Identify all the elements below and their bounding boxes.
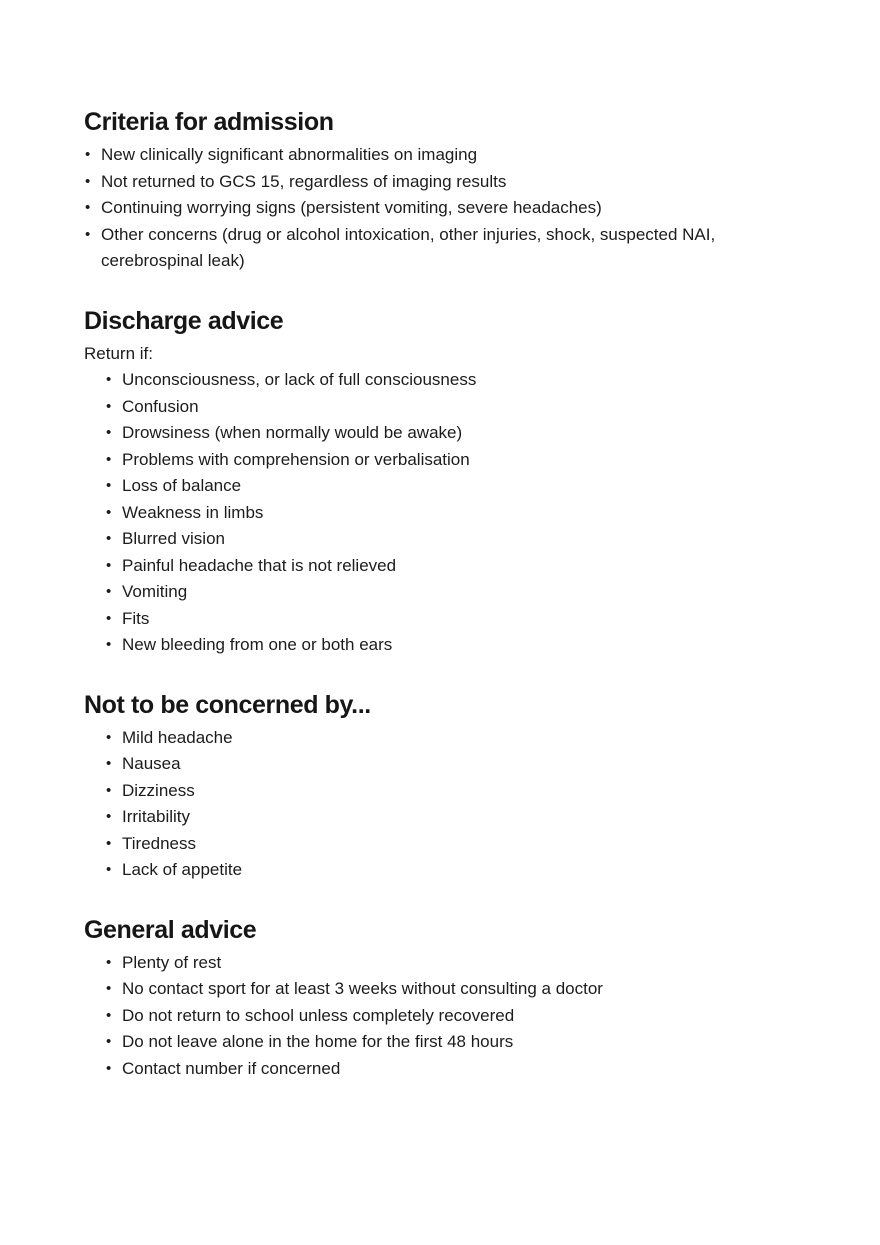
list-item-text: Not returned to GCS 15, regardless of imaging results [101,171,507,191]
list-item-text: Continuing worrying signs (persistent vomiting, severe headaches) [101,198,602,217]
list-item [105,804,749,831]
bullet-icon: • [106,503,112,521]
list-item [105,447,749,474]
document-section [84,108,749,275]
section-heading: General advice [84,915,257,944]
list-item [84,142,749,169]
bullet-icon: • [106,397,112,415]
section-intro: Return if: [84,343,153,363]
bullet-icon: • [106,530,112,547]
list-item-text: Confusion [122,396,199,416]
list-item-text: Nausea [122,754,181,773]
section-heading: Criteria for admission [84,108,334,136]
list-item-text: Other concerns (drug or alcohol intoxication, other injuries, shock, suspected NAI, cerebrospinal leak) [101,224,716,270]
list-item [105,553,749,580]
bullet-icon: • [85,146,91,163]
list-item-text: Irritability [122,807,191,826]
list-item-text: Plenty of rest [122,952,222,972]
document-section [84,307,749,659]
list-item [105,950,749,977]
list-item-text: No contact sport for at least 3 weeks without consulting a doctor [122,979,603,998]
list-item-text: Loss of balance [122,476,242,495]
list-item-text: Problems with comprehension or verbalisation [122,449,470,469]
bullet-icon: • [85,199,91,216]
bullet-icon: • [106,609,112,627]
list-item-text: Painful headache that is not relieved [122,555,397,575]
bullet-list [84,950,749,1083]
list-item-text: Weakness in limbs [122,502,264,522]
bullet-icon: • [106,953,112,971]
list-item-text: Vomiting [122,582,188,601]
bullet-icon: • [106,834,112,852]
bullet-icon: • [106,755,112,772]
list-item-text: New bleeding from one or both ears [122,635,393,654]
list-item-text: Do not leave alone in the home for the first 48 hours [122,1032,514,1051]
bullet-icon: • [106,980,112,997]
bullet-list [84,367,749,659]
list-item [84,222,749,275]
list-item [105,725,749,752]
document-section [84,916,749,1083]
list-item-text: Drowsiness (when normally would be awake) [122,423,463,442]
list-item [105,1056,749,1083]
bullet-list [84,725,749,884]
bullet-icon: • [106,424,112,441]
bullet-icon: • [106,1006,112,1024]
list-item-text: Dizziness [122,780,195,800]
list-item [105,857,749,884]
list-item-text: Mild headache [122,727,233,747]
list-item-text: Blurred vision [122,529,225,548]
list-item [105,579,749,606]
bullet-icon: • [106,728,112,746]
section-heading: Discharge advice [84,306,284,335]
list-item [105,500,749,527]
bullet-icon: • [106,583,112,600]
list-item [105,751,749,778]
bullet-icon: • [106,556,112,574]
list-item [105,606,749,633]
bullet-icon: • [85,172,91,190]
list-item [105,420,749,447]
bullet-icon: • [85,225,91,243]
list-item [105,778,749,805]
list-item [84,195,749,222]
bullet-icon: • [106,1059,112,1077]
list-item [105,1003,749,1030]
list-item-text: Unconsciousness, or lack of full consciousness [122,370,477,389]
bullet-icon: • [106,371,112,388]
list-item [105,831,749,858]
list-item-text: Do not return to school unless completely recovered [122,1005,515,1025]
bullet-icon: • [106,636,112,653]
list-item-text: New clinically significant abnormalities on imaging [101,145,478,164]
bullet-icon: • [106,861,112,878]
list-item [105,394,749,421]
bullet-list [84,142,749,275]
list-item [105,473,749,500]
section-heading: Not to be concerned by... [84,690,371,719]
bullet-icon: • [106,477,112,494]
list-item-text: Lack of appetite [122,860,243,879]
list-item-text: Contact number if concerned [122,1058,341,1078]
list-item-text: Tiredness [122,833,197,853]
bullet-icon: • [106,808,112,825]
bullet-icon: • [106,781,112,799]
list-item [105,632,749,659]
list-item-text: Fits [122,608,150,628]
bullet-icon: • [106,1033,112,1050]
document-section [84,691,749,884]
list-item [84,169,749,196]
list-item [105,526,749,553]
list-item [105,1029,749,1056]
list-item [105,367,749,394]
bullet-icon: • [106,450,112,468]
list-item [105,976,749,1003]
